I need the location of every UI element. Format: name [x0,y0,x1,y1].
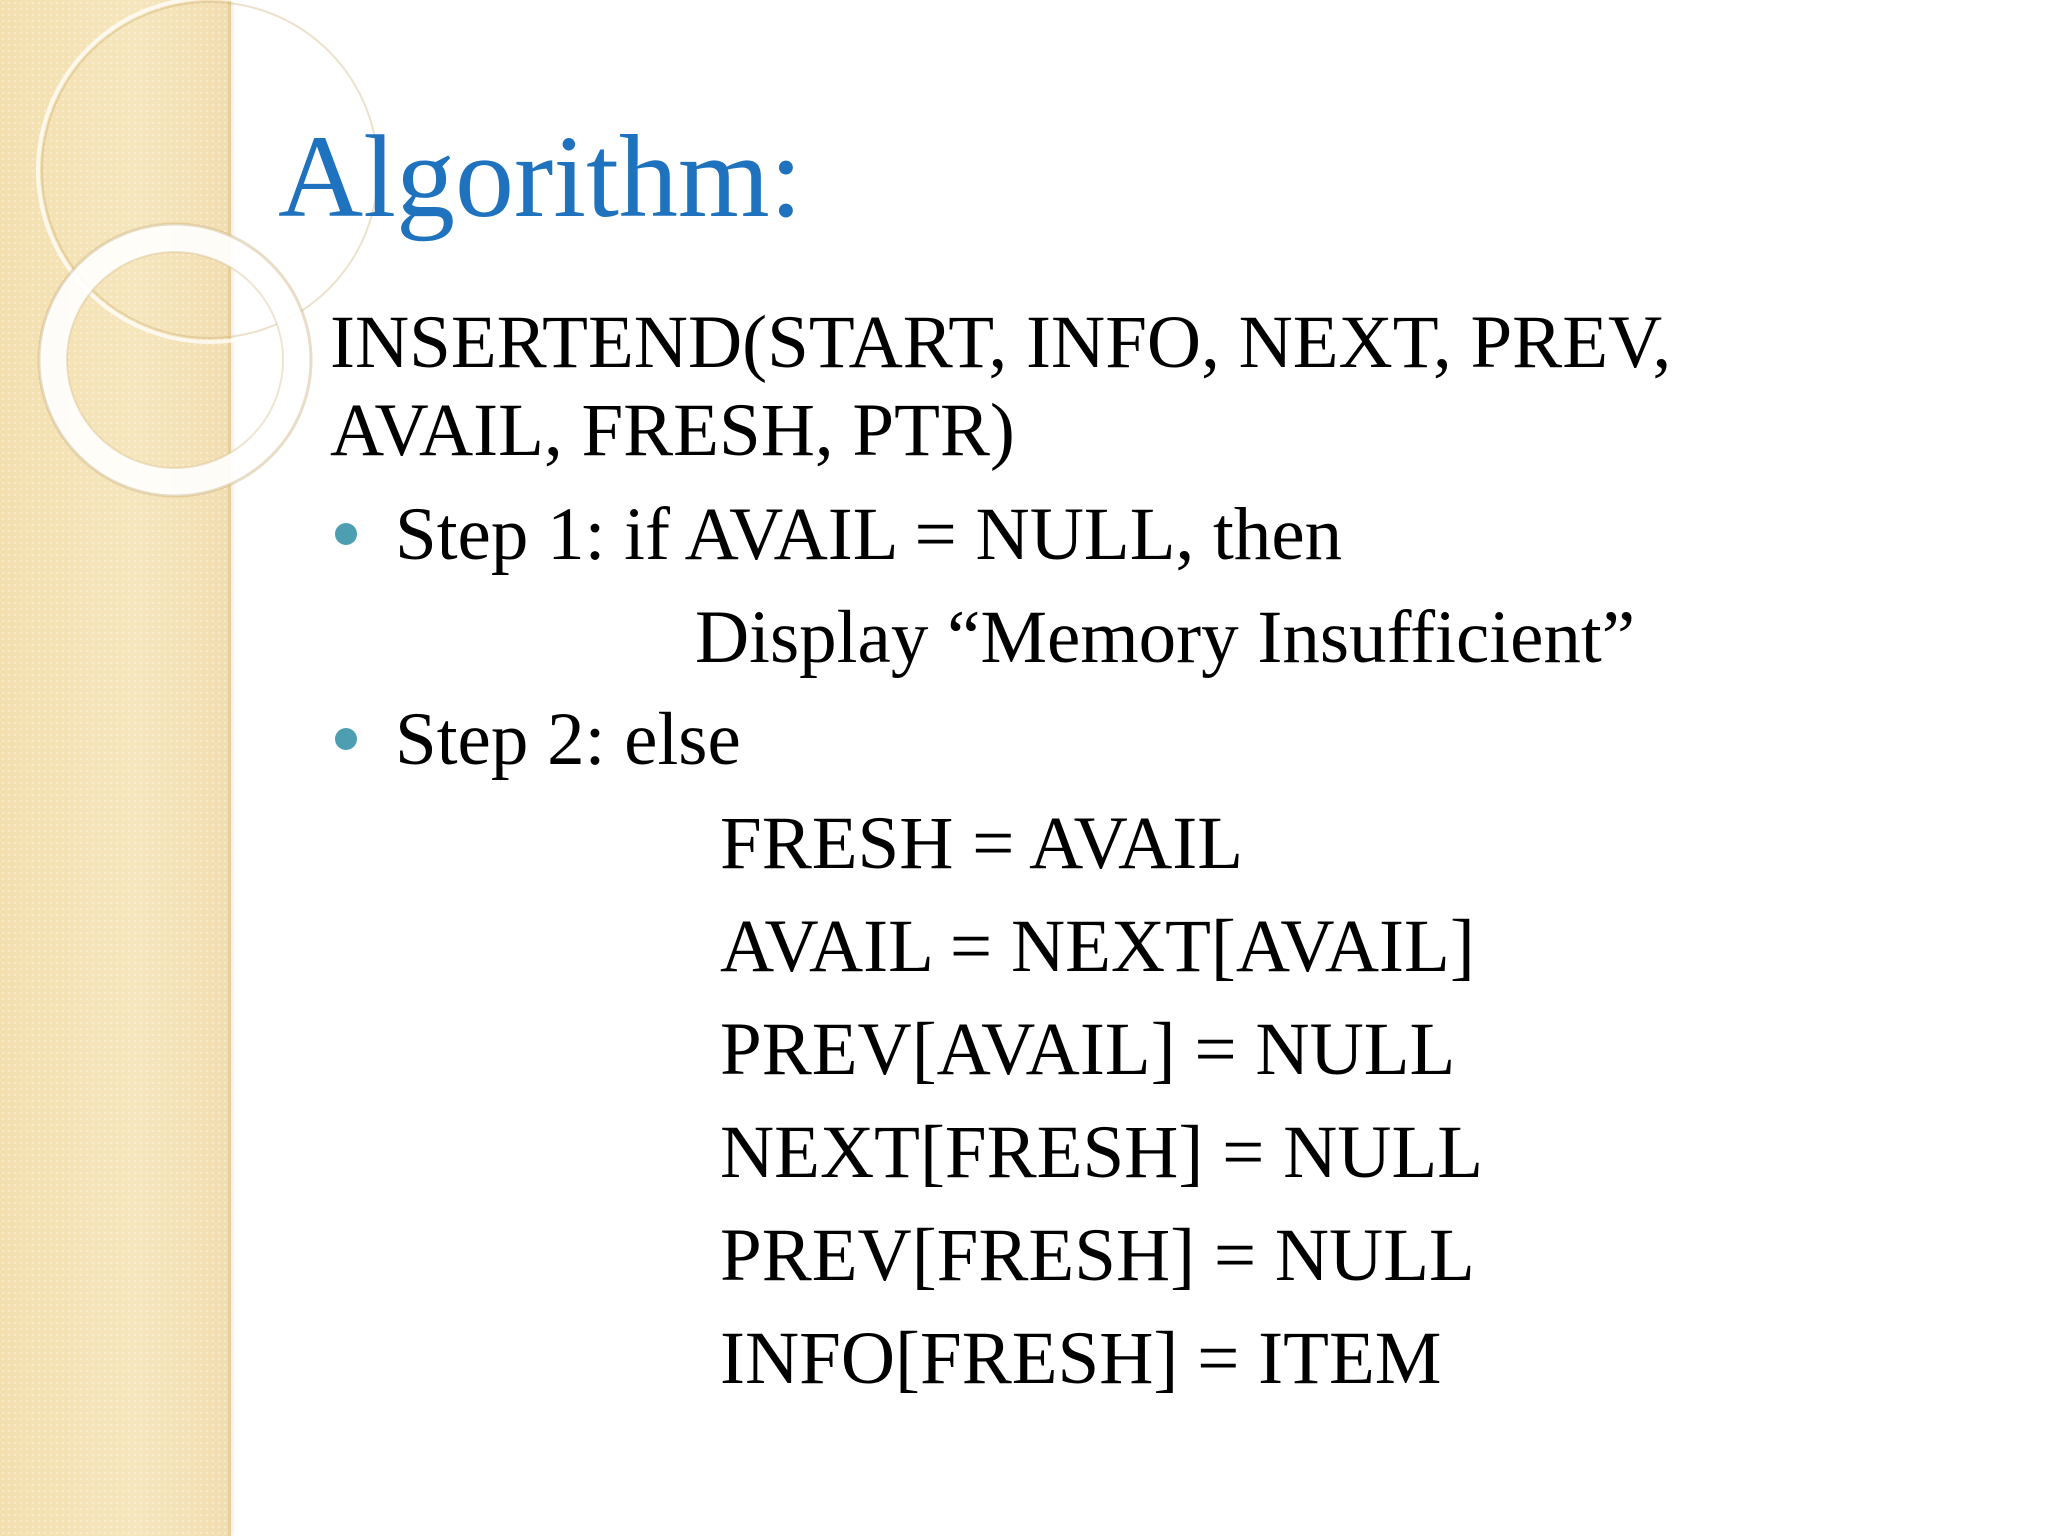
step-1-body-line: Display “Memory Insufficient” [695,596,1636,679]
bullet-icon [335,728,357,750]
decorative-rings-icon [0,0,260,560]
signature-line-1: INSERTEND(START, INFO, NEXT, PREV, [330,301,1672,384]
step-2-body-line: NEXT[FRESH] = NULL [720,1111,1484,1194]
step-2-body-line: FRESH = AVAIL [720,802,1244,885]
step-2-label: Step 2: else [395,698,741,781]
step-2-body-line: AVAIL = NEXT[AVAIL] [720,905,1475,988]
slide-title: Algorithm: [278,111,803,242]
signature-line-2: AVAIL, FRESH, PTR) [330,389,1015,472]
step-2-body-line: INFO[FRESH] = ITEM [720,1317,1442,1400]
step-1-label: Step 1: if AVAIL = NULL, then [395,493,1343,576]
bullet-icon [335,523,357,545]
step-2-body-line: PREV[AVAIL] = NULL [720,1008,1456,1091]
step-2-body-line: PREV[FRESH] = NULL [720,1214,1475,1297]
